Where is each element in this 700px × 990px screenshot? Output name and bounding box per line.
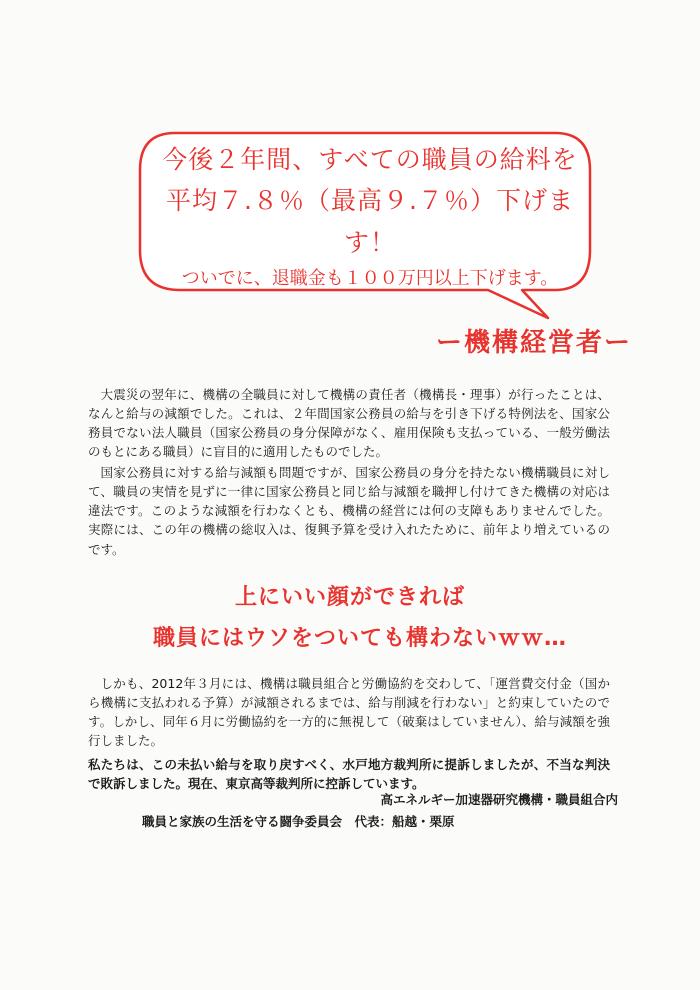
bubble-subline: ついでに、退職金も１００万円以上下げます。: [181, 268, 559, 289]
headline-2: 職員にはウソをついても構わないｗｗ…: [152, 626, 567, 651]
bubble-headline-2: 平均７.８％（最高９.７％）下げます！: [166, 186, 574, 257]
signature-org: 高エネルギー加速器研究機構・職員組合内: [380, 792, 618, 807]
bubble-text: [150, 140, 590, 294]
headline-1: 上にいい顔ができれば: [234, 585, 465, 610]
paragraph-2: 国家公務員に対する給与減額も問題ですが、国家公務員の身分を持たない機構職員に対して、職員の実情を見ずに一律に国家公務員と同じ給与減額を職押し付けてきた機構の対応は違法です。このような減額を行わなくとも、機構の経営には何の支障もありませんでした。実際には、この年の機構の総収入は、復興予算を受け入れたために、前年より増えているのです。: [88, 464, 610, 557]
paragraph-4-bold: 私たちは、この未払い給与を取り戻すべく、水戸地方裁判所に提訴しましたが、不当な判決で敗訴しました。現在、東京高等裁判所に控訴しています。: [88, 756, 610, 791]
attribution: ー機構経営者ー: [436, 328, 633, 358]
signature-committee: 職員と家族の生活を守る闘争委員会 代表：船越・栗原: [142, 814, 455, 829]
paragraph-1: 大震災の翌年に、機構の全職員に対して機構の責任者（機構長・理事）が行ったことは、なんと給与の減額でした。これは、２年間国家公務員の給与を引き下げる特例法を、国家公務員でない法人職員（国家公務員の身分保障がなく、雇用保険も支払っている、一般労働法のもとにある職員）に盲目的に適用したものでした。: [88, 386, 610, 460]
paragraph-3: しかも、2012年３月には、機構は職員組合と労働協約を交わして、「運営費交付金（国から機構に支払われる予算）が減額されるまでは、給与削減を行わない」と約束していたのです。しかし、同年６月に労働協約を一方的に無視して（破棄はしていません）、給与減額を強行しました。: [88, 675, 610, 749]
bubble-headline-1: 今後２年間、すべての職員の給料を: [162, 145, 578, 174]
